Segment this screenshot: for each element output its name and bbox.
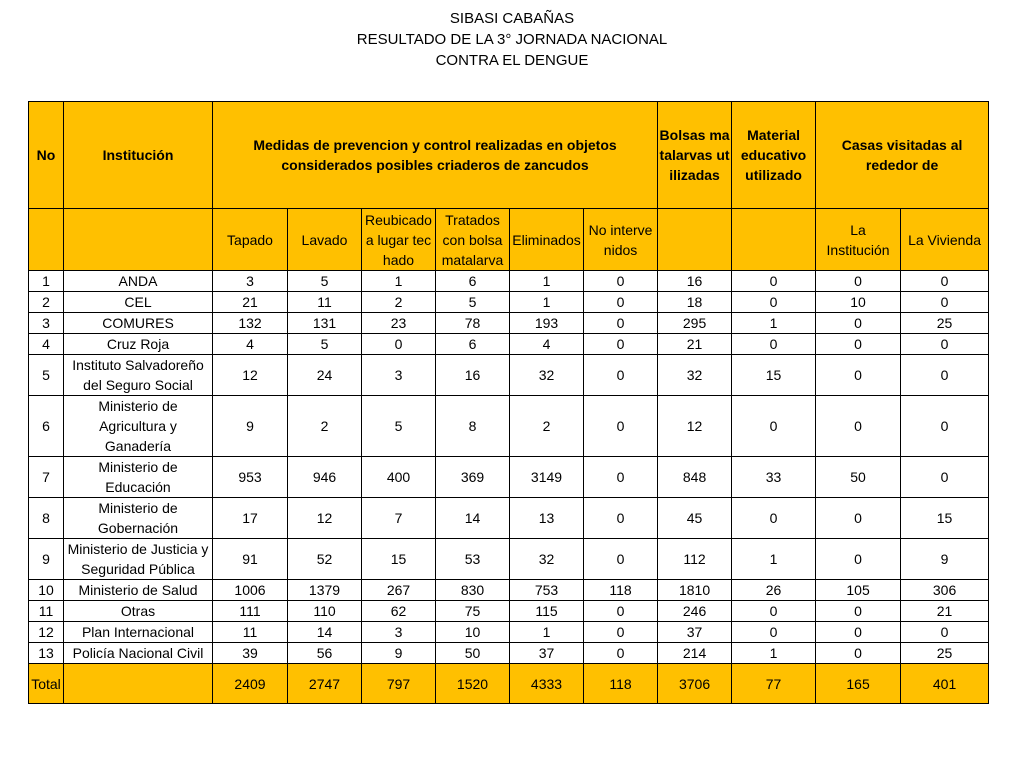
- cell-tapado: 91: [213, 539, 288, 580]
- header-casas: Casas visitadas al rededor de: [816, 102, 989, 209]
- table-row: [29, 539, 989, 580]
- subheader-eliminados: Eliminados: [510, 209, 584, 271]
- subheader-row: [29, 209, 989, 271]
- cell-bolsas: 848: [658, 457, 732, 498]
- cell-casa-vivienda: 0: [901, 271, 989, 292]
- total-casa-institucion: 165: [816, 664, 901, 704]
- cell-institucion: Ministerio de Educación: [64, 457, 213, 498]
- cell-reubicado: 3: [362, 622, 436, 643]
- cell-eliminados: 193: [510, 313, 584, 334]
- cell-lavado: 110: [288, 601, 362, 622]
- cell-no: 6: [29, 396, 64, 457]
- cell-no: 12: [29, 622, 64, 643]
- cell-institucion: ANDA: [64, 271, 213, 292]
- cell-institucion: Ministerio de Justicia y Seguridad Pública: [64, 539, 213, 580]
- cell-no: 1: [29, 271, 64, 292]
- cell-material: 0: [732, 334, 816, 355]
- table-row: [29, 271, 989, 292]
- subheader-tratados: Tratados con bolsa matalarva: [436, 209, 510, 271]
- cell-casa-institucion: 0: [816, 396, 901, 457]
- results-table: [28, 101, 989, 704]
- cell-no: 10: [29, 580, 64, 601]
- header-institucion: Institución: [64, 102, 213, 209]
- cell-tratados: 50: [436, 643, 510, 664]
- header-material: Material educativo utilizado: [732, 102, 816, 209]
- table-row: [29, 601, 989, 622]
- cell-tapado: 11: [213, 622, 288, 643]
- cell-institucion: Otras: [64, 601, 213, 622]
- cell-tratados: 5: [436, 292, 510, 313]
- total-row: [29, 664, 989, 704]
- cell-lavado: 131: [288, 313, 362, 334]
- cell-lavado: 5: [288, 334, 362, 355]
- cell-reubicado: 15: [362, 539, 436, 580]
- cell-institucion: Instituto Salvadoreño del Seguro Social: [64, 355, 213, 396]
- cell-casa-institucion: 0: [816, 622, 901, 643]
- header-row: [29, 102, 989, 209]
- cell-no-intervenidos: 118: [584, 580, 658, 601]
- cell-tratados: 16: [436, 355, 510, 396]
- cell-institucion: Cruz Roja: [64, 334, 213, 355]
- cell-no-intervenidos: 0: [584, 292, 658, 313]
- cell-tratados: 78: [436, 313, 510, 334]
- cell-material: 0: [732, 292, 816, 313]
- cell-no-intervenidos: 0: [584, 622, 658, 643]
- cell-reubicado: 7: [362, 498, 436, 539]
- total-eliminados: 4333: [510, 664, 584, 704]
- subheader-empty: [658, 209, 732, 271]
- cell-casa-vivienda: 306: [901, 580, 989, 601]
- cell-casa-institucion: 0: [816, 498, 901, 539]
- cell-reubicado: 5: [362, 396, 436, 457]
- total-casa-vivienda: 401: [901, 664, 989, 704]
- table-row: [29, 313, 989, 334]
- title-line-2: RESULTADO DE LA 3° JORNADA NACIONAL: [356, 31, 668, 48]
- table-row: [29, 580, 989, 601]
- cell-bolsas: 18: [658, 292, 732, 313]
- cell-bolsas: 32: [658, 355, 732, 396]
- cell-tratados: 10: [436, 622, 510, 643]
- subheader-la-institucion: La Institución: [816, 209, 901, 271]
- total-material: 77: [732, 664, 816, 704]
- cell-eliminados: 1: [510, 292, 584, 313]
- title-line-1: SIBASI CABAÑAS: [449, 10, 575, 27]
- cell-no-intervenidos: 0: [584, 498, 658, 539]
- cell-eliminados: 1: [510, 622, 584, 643]
- cell-bolsas: 37: [658, 622, 732, 643]
- cell-casa-vivienda: 0: [901, 396, 989, 457]
- cell-casa-institucion: 0: [816, 355, 901, 396]
- cell-bolsas: 295: [658, 313, 732, 334]
- cell-material: 1: [732, 643, 816, 664]
- cell-casa-institucion: 0: [816, 313, 901, 334]
- cell-casa-institucion: 0: [816, 601, 901, 622]
- table-row: [29, 292, 989, 313]
- total-empty: [64, 664, 213, 704]
- report-title: [0, 8, 1024, 71]
- header-medidas: Medidas de prevencion y control realizadas en objetos considerados posibles criaderos de zancudos: [213, 102, 658, 209]
- cell-material: 15: [732, 355, 816, 396]
- cell-lavado: 52: [288, 539, 362, 580]
- cell-bolsas: 112: [658, 539, 732, 580]
- subheader-empty: [64, 209, 213, 271]
- cell-material: 0: [732, 271, 816, 292]
- cell-bolsas: 16: [658, 271, 732, 292]
- header-bolsas: Bolsas matalarvas utilizadas: [658, 102, 732, 209]
- cell-material: 0: [732, 601, 816, 622]
- cell-institucion: Ministerio de Agricultura y Ganadería: [64, 396, 213, 457]
- cell-eliminados: 37: [510, 643, 584, 664]
- cell-tapado: 953: [213, 457, 288, 498]
- cell-casa-vivienda: 0: [901, 622, 989, 643]
- cell-no: 5: [29, 355, 64, 396]
- title-line-3: CONTRA EL DENGUE: [435, 52, 589, 69]
- cell-lavado: 11: [288, 292, 362, 313]
- cell-eliminados: 13: [510, 498, 584, 539]
- cell-material: 0: [732, 396, 816, 457]
- table-row: [29, 498, 989, 539]
- cell-eliminados: 1: [510, 271, 584, 292]
- cell-tratados: 830: [436, 580, 510, 601]
- cell-casa-institucion: 10: [816, 292, 901, 313]
- cell-no-intervenidos: 0: [584, 334, 658, 355]
- cell-tapado: 9: [213, 396, 288, 457]
- cell-no-intervenidos: 0: [584, 313, 658, 334]
- total-tratados: 1520: [436, 664, 510, 704]
- header-no: No: [29, 102, 64, 209]
- cell-casa-vivienda: 0: [901, 334, 989, 355]
- cell-material: 26: [732, 580, 816, 601]
- cell-casa-vivienda: 0: [901, 457, 989, 498]
- cell-tapado: 1006: [213, 580, 288, 601]
- cell-casa-vivienda: 15: [901, 498, 989, 539]
- table-row: [29, 457, 989, 498]
- cell-lavado: 14: [288, 622, 362, 643]
- cell-institucion: Ministerio de Salud: [64, 580, 213, 601]
- cell-no-intervenidos: 0: [584, 601, 658, 622]
- total-reubicado: 797: [362, 664, 436, 704]
- cell-casa-institucion: 50: [816, 457, 901, 498]
- cell-no: 13: [29, 643, 64, 664]
- cell-bolsas: 1810: [658, 580, 732, 601]
- cell-tapado: 4: [213, 334, 288, 355]
- total-tapado: 2409: [213, 664, 288, 704]
- cell-no: 9: [29, 539, 64, 580]
- cell-tratados: 8: [436, 396, 510, 457]
- cell-casa-vivienda: 25: [901, 643, 989, 664]
- cell-reubicado: 9: [362, 643, 436, 664]
- cell-institucion: COMURES: [64, 313, 213, 334]
- cell-tratados: 14: [436, 498, 510, 539]
- cell-tratados: 369: [436, 457, 510, 498]
- cell-reubicado: 1: [362, 271, 436, 292]
- table-row: [29, 334, 989, 355]
- cell-reubicado: 62: [362, 601, 436, 622]
- cell-bolsas: 214: [658, 643, 732, 664]
- cell-material: 0: [732, 498, 816, 539]
- cell-lavado: 24: [288, 355, 362, 396]
- cell-material: 1: [732, 313, 816, 334]
- cell-casa-vivienda: 25: [901, 313, 989, 334]
- cell-reubicado: 267: [362, 580, 436, 601]
- table-row: [29, 643, 989, 664]
- cell-no: 4: [29, 334, 64, 355]
- subheader-reubicado: Reubicado a lugar techado: [362, 209, 436, 271]
- cell-no: 11: [29, 601, 64, 622]
- total-no-intervenidos: 118: [584, 664, 658, 704]
- cell-no-intervenidos: 0: [584, 457, 658, 498]
- cell-tratados: 6: [436, 271, 510, 292]
- cell-eliminados: 115: [510, 601, 584, 622]
- cell-tapado: 3: [213, 271, 288, 292]
- cell-no-intervenidos: 0: [584, 539, 658, 580]
- subheader-empty: [29, 209, 64, 271]
- cell-casa-institucion: 105: [816, 580, 901, 601]
- cell-tapado: 17: [213, 498, 288, 539]
- cell-bolsas: 21: [658, 334, 732, 355]
- cell-material: 1: [732, 539, 816, 580]
- table-row: [29, 622, 989, 643]
- cell-tratados: 53: [436, 539, 510, 580]
- cell-lavado: 2: [288, 396, 362, 457]
- cell-reubicado: 2: [362, 292, 436, 313]
- table-row: [29, 396, 989, 457]
- cell-reubicado: 3: [362, 355, 436, 396]
- cell-no-intervenidos: 0: [584, 643, 658, 664]
- cell-eliminados: 2: [510, 396, 584, 457]
- cell-institucion: CEL: [64, 292, 213, 313]
- total-bolsas: 3706: [658, 664, 732, 704]
- cell-casa-vivienda: 0: [901, 292, 989, 313]
- cell-eliminados: 4: [510, 334, 584, 355]
- cell-lavado: 1379: [288, 580, 362, 601]
- cell-casa-vivienda: 0: [901, 355, 989, 396]
- cell-no: 2: [29, 292, 64, 313]
- cell-bolsas: 12: [658, 396, 732, 457]
- cell-reubicado: 0: [362, 334, 436, 355]
- cell-tratados: 6: [436, 334, 510, 355]
- cell-tapado: 111: [213, 601, 288, 622]
- cell-material: 33: [732, 457, 816, 498]
- cell-lavado: 5: [288, 271, 362, 292]
- cell-tapado: 21: [213, 292, 288, 313]
- cell-casa-vivienda: 9: [901, 539, 989, 580]
- subheader-lavado: Lavado: [288, 209, 362, 271]
- cell-eliminados: 32: [510, 539, 584, 580]
- cell-institucion: Ministerio de Gobernación: [64, 498, 213, 539]
- cell-no-intervenidos: 0: [584, 271, 658, 292]
- cell-tapado: 132: [213, 313, 288, 334]
- total-label: Total: [29, 664, 64, 704]
- subheader-empty: [732, 209, 816, 271]
- cell-casa-institucion: 0: [816, 271, 901, 292]
- cell-lavado: 56: [288, 643, 362, 664]
- cell-casa-institucion: 0: [816, 539, 901, 580]
- cell-no-intervenidos: 0: [584, 396, 658, 457]
- cell-eliminados: 3149: [510, 457, 584, 498]
- subheader-la-vivienda: La Vivienda: [901, 209, 989, 271]
- subheader-no-intervenidos: No intervenidos: [584, 209, 658, 271]
- cell-no: 7: [29, 457, 64, 498]
- cell-lavado: 946: [288, 457, 362, 498]
- cell-lavado: 12: [288, 498, 362, 539]
- cell-casa-institucion: 0: [816, 334, 901, 355]
- cell-eliminados: 32: [510, 355, 584, 396]
- cell-bolsas: 45: [658, 498, 732, 539]
- total-lavado: 2747: [288, 664, 362, 704]
- cell-bolsas: 246: [658, 601, 732, 622]
- cell-reubicado: 400: [362, 457, 436, 498]
- table-row: [29, 355, 989, 396]
- cell-tapado: 12: [213, 355, 288, 396]
- cell-no: 3: [29, 313, 64, 334]
- subheader-tapado: Tapado: [213, 209, 288, 271]
- cell-institucion: Policía Nacional Civil: [64, 643, 213, 664]
- cell-institucion: Plan Internacional: [64, 622, 213, 643]
- cell-tratados: 75: [436, 601, 510, 622]
- cell-reubicado: 23: [362, 313, 436, 334]
- cell-casa-vivienda: 21: [901, 601, 989, 622]
- cell-no: 8: [29, 498, 64, 539]
- cell-eliminados: 753: [510, 580, 584, 601]
- cell-no-intervenidos: 0: [584, 355, 658, 396]
- cell-casa-institucion: 0: [816, 643, 901, 664]
- cell-material: 0: [732, 622, 816, 643]
- cell-tapado: 39: [213, 643, 288, 664]
